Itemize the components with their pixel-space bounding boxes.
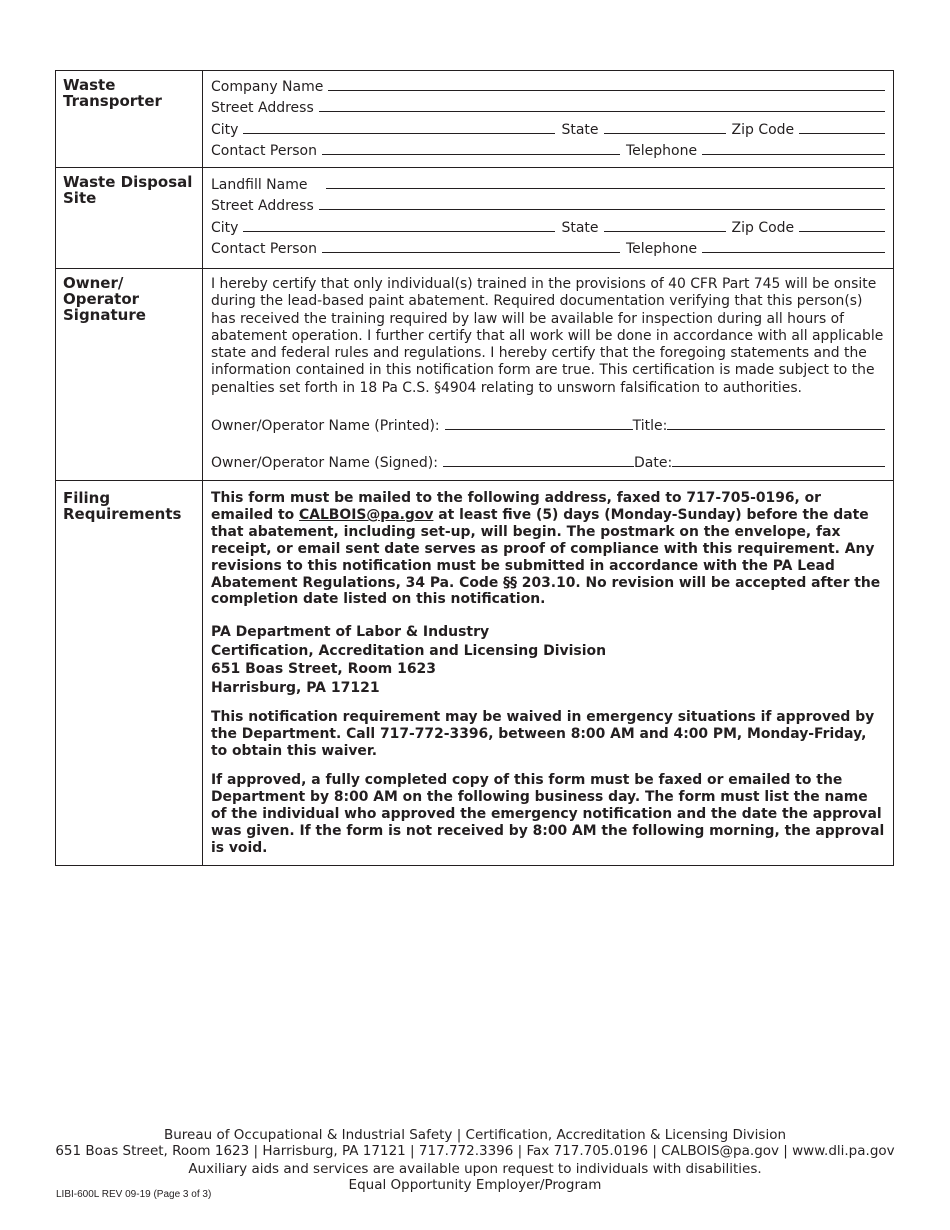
footer-accessibility: Auxiliary aids and services are available upon request to individuals with disabilities. bbox=[188, 1161, 762, 1177]
company-name-label: Company Name bbox=[211, 78, 324, 95]
footer-eoe: Equal Opportunity Employer/Program bbox=[348, 1177, 602, 1193]
address-line: 651 Boas Street, Room 1623 bbox=[211, 661, 437, 678]
contact-person-label: Contact Person bbox=[211, 143, 317, 159]
owner-fields bbox=[203, 269, 894, 481]
zip-label: Zip Code bbox=[731, 219, 795, 236]
disposal-fields bbox=[203, 168, 894, 269]
filing-section bbox=[56, 481, 894, 866]
name-printed-label: Owner/Operator Name (Printed): bbox=[211, 418, 440, 435]
state-field[interactable] bbox=[604, 231, 726, 232]
approval-text: If approved, a fully completed copy of this form must be faxed or emailed to the Department by 8:00 AM on the following business day. The form must list the name of the individual who approved the emergency notification and the date the approval was given. If the form is not received by 8:00 AM the following morning, the approval is void. bbox=[211, 772, 885, 856]
transporter-fields bbox=[203, 71, 894, 168]
email-link[interactable]: CALBOIS@pa.gov bbox=[299, 506, 434, 523]
city-field[interactable] bbox=[243, 133, 555, 134]
notification-form-table bbox=[55, 70, 894, 866]
filing-text-part: at least five (5) days (Monday-Sunday) before the date that abatement, including set-up, will begin. The postmark on the envelope, fax receipt, or email sent date serves as proof of compliance with this requirement. Any revisions to this notification must be submitted in accordance with the PA Lead Abatement Regulations, 34 Pa. Code §§ 203.10. No revision will be accepted after the completion date listed on this notification. bbox=[211, 506, 881, 608]
certification-text: I hereby certify that only individual(s) trained in the provisions of 40 CFR Part 745 will be onsite during the lead-based paint abatement. Required documentation verifying that this person(s) has received the training required by law will be available for inspection during all hours of abatement operation. I further certify that all work will be done in accordance with all applicable state and federal rules and regulations. I hereby certify that the foregoing statements and the information contained in this notification form are true. This certification is made subject to the penalties set forth in 18 Pa C.S. §4904 relating to unsworn falsification to authorities. bbox=[211, 276, 884, 396]
company-name-field[interactable] bbox=[328, 90, 885, 91]
filing-text-part: This form must be mailed to the following address, faxed to 717-705-0196, or emailed to bbox=[211, 490, 822, 523]
filing-instructions bbox=[211, 490, 885, 608]
landfill-name-field[interactable] bbox=[326, 188, 886, 189]
footer-bureau: Bureau of Occupational & Industrial Safety | Certification, Accreditation & Licensing Division bbox=[163, 1127, 787, 1143]
owner-section bbox=[56, 269, 894, 481]
zip-field[interactable] bbox=[799, 231, 885, 232]
name-signed-label: Owner/Operator Name (Signed): bbox=[211, 455, 438, 472]
form-number: LIBI-600L REV 09-19 (Page 3 of 3) bbox=[56, 1189, 212, 1200]
contact-person-label: Contact Person bbox=[211, 241, 317, 257]
landfill-name-label: Landfill Name bbox=[211, 176, 308, 193]
filing-label: Filing Requirements bbox=[56, 481, 203, 866]
title-field[interactable] bbox=[667, 429, 885, 430]
contact-person-field[interactable] bbox=[322, 252, 620, 253]
street-address-label: Street Address bbox=[211, 198, 314, 214]
telephone-field[interactable] bbox=[702, 154, 885, 155]
title-label: Title: bbox=[632, 418, 668, 435]
state-field[interactable] bbox=[604, 133, 726, 134]
street-address-field[interactable] bbox=[319, 111, 885, 112]
owner-label: Owner/ Operator Signature bbox=[56, 269, 203, 481]
waiver-text: This notification requirement may be waived in emergency situations if approved by the Department. Call 717-772-3396, between 8:00 AM and 4:00 PM, Monday-Friday, to obtain this waiver. bbox=[211, 709, 875, 760]
state-label: State bbox=[561, 121, 599, 138]
footer-contact: 651 Boas Street, Room 1623 | Harrisburg, PA 17121 | 717.772.3396 | Fax 717.705.0196 | CALBOIS@pa.gov | www.dli.pa.gov bbox=[55, 1143, 895, 1159]
city-field[interactable] bbox=[243, 231, 555, 232]
transporter-section bbox=[56, 71, 894, 168]
address-line: Certification, Accreditation and Licensing Division bbox=[211, 642, 607, 659]
zip-field[interactable] bbox=[799, 133, 885, 134]
state-label: State bbox=[561, 219, 599, 236]
name-printed-field[interactable] bbox=[445, 429, 633, 430]
contact-person-field[interactable] bbox=[322, 154, 620, 155]
mailing-address bbox=[211, 623, 885, 697]
address-line: PA Department of Labor & Industry bbox=[211, 624, 490, 641]
zip-label: Zip Code bbox=[731, 121, 795, 138]
disposal-label: Waste Disposal Site bbox=[56, 168, 203, 269]
street-address-label: Street Address bbox=[211, 100, 314, 116]
address-line: Harrisburg, PA 17121 bbox=[211, 679, 380, 696]
disposal-section bbox=[56, 168, 894, 269]
name-signed-field[interactable] bbox=[443, 466, 634, 467]
telephone-label: Telephone bbox=[625, 241, 698, 257]
street-address-field[interactable] bbox=[319, 209, 885, 210]
date-label: Date: bbox=[633, 455, 673, 472]
telephone-field[interactable] bbox=[702, 252, 885, 253]
filing-content bbox=[203, 481, 894, 866]
date-field[interactable] bbox=[672, 466, 885, 467]
city-label: City bbox=[211, 219, 239, 236]
telephone-label: Telephone bbox=[625, 143, 698, 159]
city-label: City bbox=[211, 121, 239, 138]
transporter-label: Waste Transporter bbox=[56, 71, 203, 168]
